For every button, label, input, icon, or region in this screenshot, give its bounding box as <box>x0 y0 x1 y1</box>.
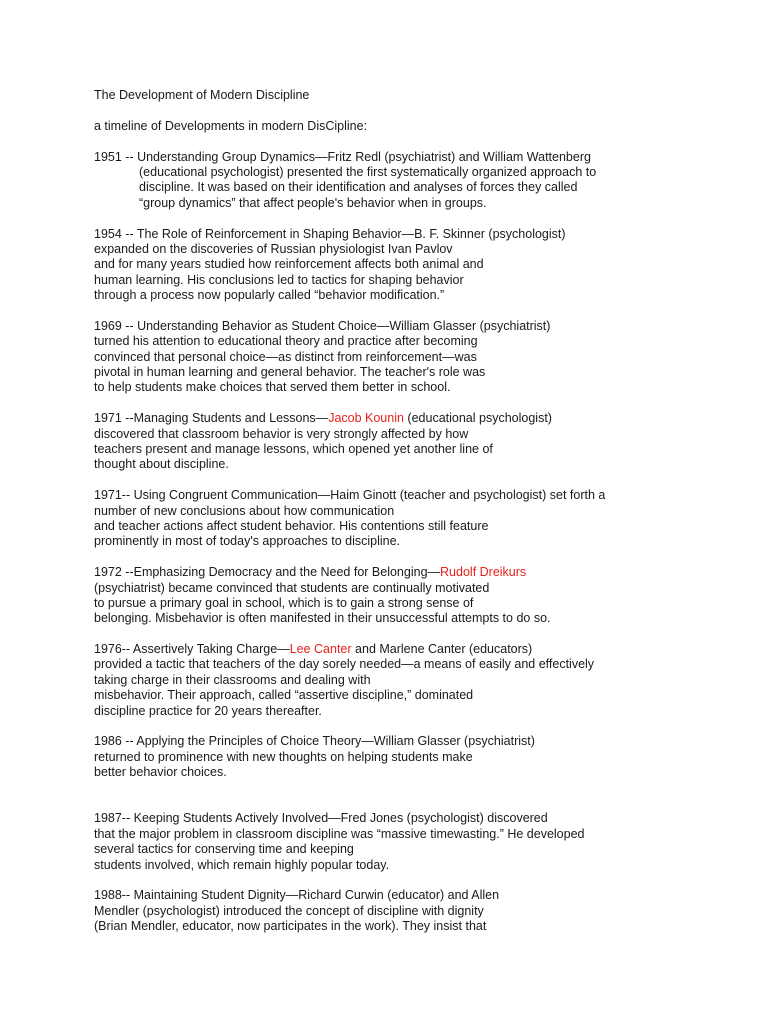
document-body <box>94 88 754 935</box>
entry-line: discovered that classroom behavior is very strongly affected by how <box>94 426 469 441</box>
entry-line: (psychiatrist) became convinced that students are continually motivated <box>94 580 490 595</box>
entry-line: belonging. Misbehavior is often manifested in their unsuccessful attempts to do so. <box>94 611 551 626</box>
entry-line: discipline practice for 20 years thereafter. <box>94 703 322 718</box>
entry-line: and for many years studied how reinforcement affects both animal and <box>94 257 484 272</box>
timeline-entry-1972 <box>94 565 754 627</box>
entry-first-line <box>94 565 754 580</box>
entry-line: returned to prominence with new thoughts on helping students make <box>94 749 473 764</box>
entry-line: 1988-- Maintaining Student Dignity—Richard Curwin (educator) and Allen <box>94 888 500 903</box>
entry-text: and Marlene Canter (educators) <box>351 642 533 657</box>
timeline-entry-1976 <box>94 642 754 719</box>
entry-line: several tactics for conserving time and keeping <box>94 842 354 857</box>
entry-line: pivotal in human learning and general behavior. The teacher's role was <box>94 365 486 380</box>
timeline-entry-1971-ginott <box>94 488 754 550</box>
timeline-entry-1951 <box>94 150 754 212</box>
entry-line: 1954 -- The Role of Reinforcement in Shaping Behavior—B. F. Skinner (psychologist) <box>94 226 566 241</box>
entry-line: expanded on the discoveries of Russian physiologist Ivan Pavlov <box>94 241 453 256</box>
entry-first-line <box>94 642 754 657</box>
entry-first-line <box>94 411 754 426</box>
kounin-link[interactable]: Jacob Kounin <box>328 411 404 426</box>
entry-line: turned his attention to educational theory and practice after becoming <box>94 334 478 349</box>
entry-line: (Brian Mendler, educator, now participates in the work). They insist that <box>94 919 487 934</box>
entry-text: 1976-- Assertively Taking Charge— <box>94 642 290 657</box>
entry-line: provided a tactic that teachers of the day sorely needed—a means of easily and effectively <box>94 657 595 672</box>
entry-line: (educational psychologist) presented the first systematically organized approach to <box>139 164 597 179</box>
entry-line: discipline. It was based on their identification and analyses of forces they called <box>139 180 578 195</box>
document-title: The Development of Modern Discipline <box>94 88 310 102</box>
timeline-entry-1954 <box>94 227 754 304</box>
entry-line: thought about discipline. <box>94 457 229 472</box>
entry-line: 1951 -- Understanding Group Dynamics—Fritz Redl (psychiatrist) and William Wattenberg <box>94 149 591 164</box>
entry-line: human learning. His conclusions led to tactics for shaping behavior <box>94 272 464 287</box>
entry-line: through a process now popularly called “behavior modification.” <box>94 288 445 303</box>
entry-text: (educational psychologist) <box>403 411 552 426</box>
entry-line: “group dynamics” that affect people's behavior when in groups. <box>139 195 487 210</box>
entry-line: misbehavior. Their approach, called “assertive discipline,” dominated <box>94 688 474 703</box>
document-subtitle: a timeline of Developments in modern DisCipline: <box>94 118 368 133</box>
entry-line: to help students make choices that served them better in school. <box>94 380 451 395</box>
entry-line: 1987-- Keeping Students Actively Involved—Fred Jones (psychologist) discovered <box>94 811 548 826</box>
timeline-entry-1986 <box>94 734 754 780</box>
entry-text: 1971 --Managing Students and Lessons— <box>94 411 329 426</box>
timeline-entry-1971-kounin <box>94 411 754 473</box>
entry-line: 1969 -- Understanding Behavior as Student Choice—William Glasser (psychiatrist) <box>94 318 551 333</box>
timeline-entry-1988 <box>94 888 754 934</box>
entry-text: 1972 --Emphasizing Democracy and the Need for Belonging— <box>94 565 441 580</box>
timeline-entry-1987 <box>94 811 754 873</box>
dreikurs-link[interactable]: Rudolf Dreikurs <box>440 565 527 580</box>
entry-line: prominently in most of today's approaches to discipline. <box>94 534 401 549</box>
entry-line: 1986 -- Applying the Principles of Choice Theory—William Glasser (psychiatrist) <box>94 734 535 749</box>
entry-line: to pursue a primary goal in school, which is to gain a strong sense of <box>94 595 474 610</box>
entry-line: that the major problem in classroom discipline was “massive timewasting.” He developed <box>94 826 585 841</box>
entry-line: 1971-- Using Congruent Communication—Haim Ginott (teacher and psychologist) set forth a <box>94 488 606 503</box>
entry-line: convinced that personal choice—as distinct from reinforcement—was <box>94 349 477 364</box>
entry-line: teachers present and manage lessons, which opened yet another line of <box>94 441 493 456</box>
entry-line: Mendler (psychologist) introduced the concept of discipline with dignity <box>94 903 484 918</box>
entry-line: and teacher actions affect student behavior. His contentions still feature <box>94 518 489 533</box>
entry-line: students involved, which remain highly popular today. <box>94 857 390 872</box>
canter-link[interactable]: Lee Canter <box>289 642 352 657</box>
entry-line: number of new conclusions about how communication <box>94 503 395 518</box>
timeline-entry-1969 <box>94 319 754 396</box>
entry-line: taking charge in their classrooms and dealing with <box>94 672 371 687</box>
entry-line: better behavior choices. <box>94 765 227 780</box>
